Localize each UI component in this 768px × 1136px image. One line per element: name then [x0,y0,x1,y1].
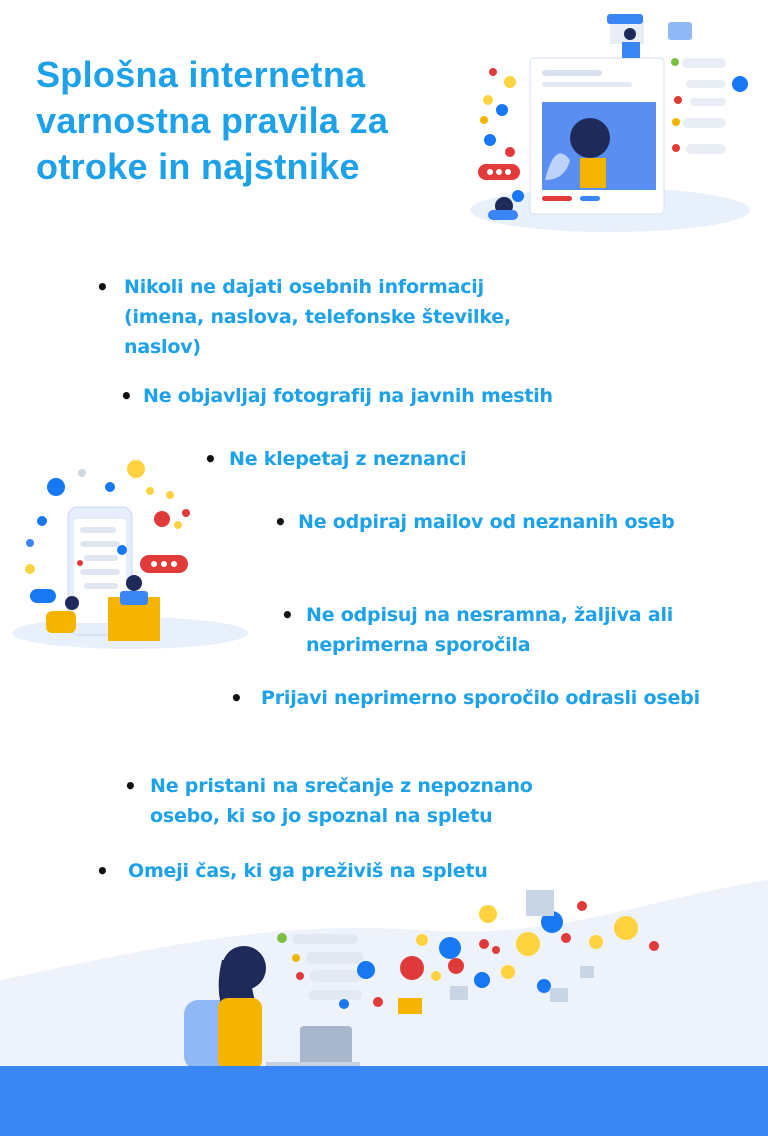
rule-item-1 [96,272,516,362]
bullet-1: • [96,275,109,299]
bullet-4: • [274,510,287,534]
rule-item-4 [274,507,694,537]
phone-illustration [10,455,260,655]
bullet-6: • [230,686,243,710]
social-post-illustration [460,10,760,240]
rule-item-2 [120,381,580,411]
bullet-3: • [204,447,217,471]
rule-text-8: Omeji čas, ki ga preživiš na spletu [128,860,488,882]
bullet-5: • [281,603,294,627]
bullet-7: • [124,774,137,798]
rule-text-4: Ne odpiraj mailov od neznanih oseb [298,511,675,533]
rule-item-7 [124,771,604,831]
bullet-8: • [96,859,109,883]
page-title: Splošna internetna varnostna pravila za otroke in najstnike [36,54,389,187]
bottom-band [0,1066,768,1136]
bullet-2: • [120,384,133,408]
rule-text-3: Ne klepetaj z neznanci [229,448,467,470]
rule-text-2: Ne objavljaj fotografij na javnih mestih [143,385,553,407]
rule-item-5 [281,600,681,660]
rule-text-1: Nikoli ne dajati osebnih informacij (imena, naslova, telefonske številke, naslov) [124,276,511,358]
laptop-illustration [0,880,768,1070]
rule-text-5: Ne odpisuj na nesramna, žaljiva ali neprimerna sporočila [306,604,674,656]
rule-text-6: Prijavi neprimerno sporočilo odrasli osebi [261,687,700,709]
rule-text-7: Ne pristani na srečanje z nepoznano osebo, ki so jo spoznal na spletu [150,775,533,827]
rule-item-6 [230,683,710,713]
